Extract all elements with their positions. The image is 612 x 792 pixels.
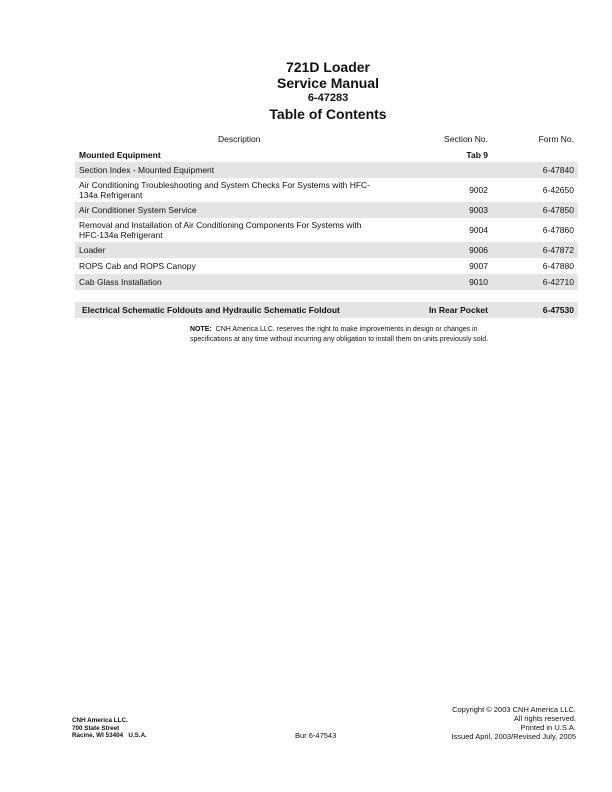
address-line: Racine, WI 53404 U.S.A. bbox=[72, 732, 147, 739]
toc-title: Table of Contents bbox=[269, 106, 387, 122]
row-description: Cab Glass Installation bbox=[79, 277, 162, 287]
row-description: Removal and Installation of Air Conditioning Components For Systems with HFC-134a Refrigerant bbox=[79, 220, 362, 240]
table-row bbox=[75, 274, 578, 290]
table-row bbox=[75, 202, 578, 218]
table-row bbox=[75, 162, 578, 178]
copyright bbox=[451, 705, 576, 741]
address-line: CNH America LLC. bbox=[72, 717, 128, 724]
bur-number: Bur 6-47543 bbox=[295, 731, 337, 740]
row-section: 9002 bbox=[469, 185, 488, 195]
copyright-line: Printed in U.S.A. bbox=[520, 723, 576, 732]
row-section: 9006 bbox=[469, 245, 488, 255]
col-form: Form No. bbox=[538, 134, 574, 144]
address-line: 700 State Street bbox=[72, 724, 120, 732]
group-label: Mounted Equipment bbox=[79, 149, 161, 160]
group-row bbox=[75, 147, 578, 162]
manual-title: 721D Loader bbox=[285, 59, 371, 75]
company-address bbox=[72, 717, 147, 740]
row-section: 9003 bbox=[469, 205, 488, 215]
table-row bbox=[75, 218, 578, 242]
note-label: NOTE: bbox=[190, 326, 212, 333]
row-form: 6-42650 bbox=[542, 185, 574, 195]
row-form: 6-47872 bbox=[542, 245, 574, 255]
row-section: In Rear Pocket bbox=[428, 305, 488, 315]
note bbox=[190, 325, 490, 345]
row-description: Section Index - Mounted Equipment bbox=[79, 165, 215, 175]
row-description: Air Conditioner System Service bbox=[79, 205, 197, 215]
row-section: 9010 bbox=[469, 277, 488, 287]
row-form: 6-47880 bbox=[542, 261, 574, 271]
copyright-line: Issued April, 2003/Revised July, 2005 bbox=[451, 732, 576, 741]
row-form: 6-47850 bbox=[542, 205, 574, 215]
copyright-line: All rights reserved. bbox=[513, 714, 576, 723]
row-description: ROPS Cab and ROPS Canopy bbox=[79, 261, 196, 271]
foldout-row bbox=[75, 302, 578, 318]
note-text: CNH America LLC. reserves the right to make improvements in design or changes in specifications at any time without incurring any obligation to install them on units previously sold. bbox=[190, 326, 489, 343]
col-section: Section No. bbox=[444, 134, 488, 144]
row-form: 6-47530 bbox=[542, 305, 574, 315]
manual-number: 6-47283 bbox=[307, 92, 349, 104]
row-description: Electrical Schematic Foldouts and Hydraulic Schematic Foldout bbox=[82, 305, 340, 315]
table-row bbox=[75, 242, 578, 258]
table-row bbox=[75, 258, 578, 274]
group-section: Tab 9 bbox=[466, 149, 488, 160]
row-description: Air Conditioning Troubleshooting and System Checks For Systems with HFC-134a Refrigerant bbox=[79, 180, 371, 200]
row-description: Loader bbox=[79, 245, 106, 255]
row-section: 9007 bbox=[469, 261, 488, 271]
row-section: 9004 bbox=[469, 225, 488, 235]
row-form: 6-47860 bbox=[542, 225, 574, 235]
table-row bbox=[75, 178, 578, 202]
col-description: Description bbox=[218, 134, 261, 144]
copyright-line: Copyright © 2003 CNH America LLC. bbox=[452, 705, 576, 714]
manual-subtitle: Service Manual bbox=[277, 75, 379, 91]
row-form: 6-47840 bbox=[542, 165, 574, 175]
row-form: 6-42710 bbox=[542, 277, 574, 287]
